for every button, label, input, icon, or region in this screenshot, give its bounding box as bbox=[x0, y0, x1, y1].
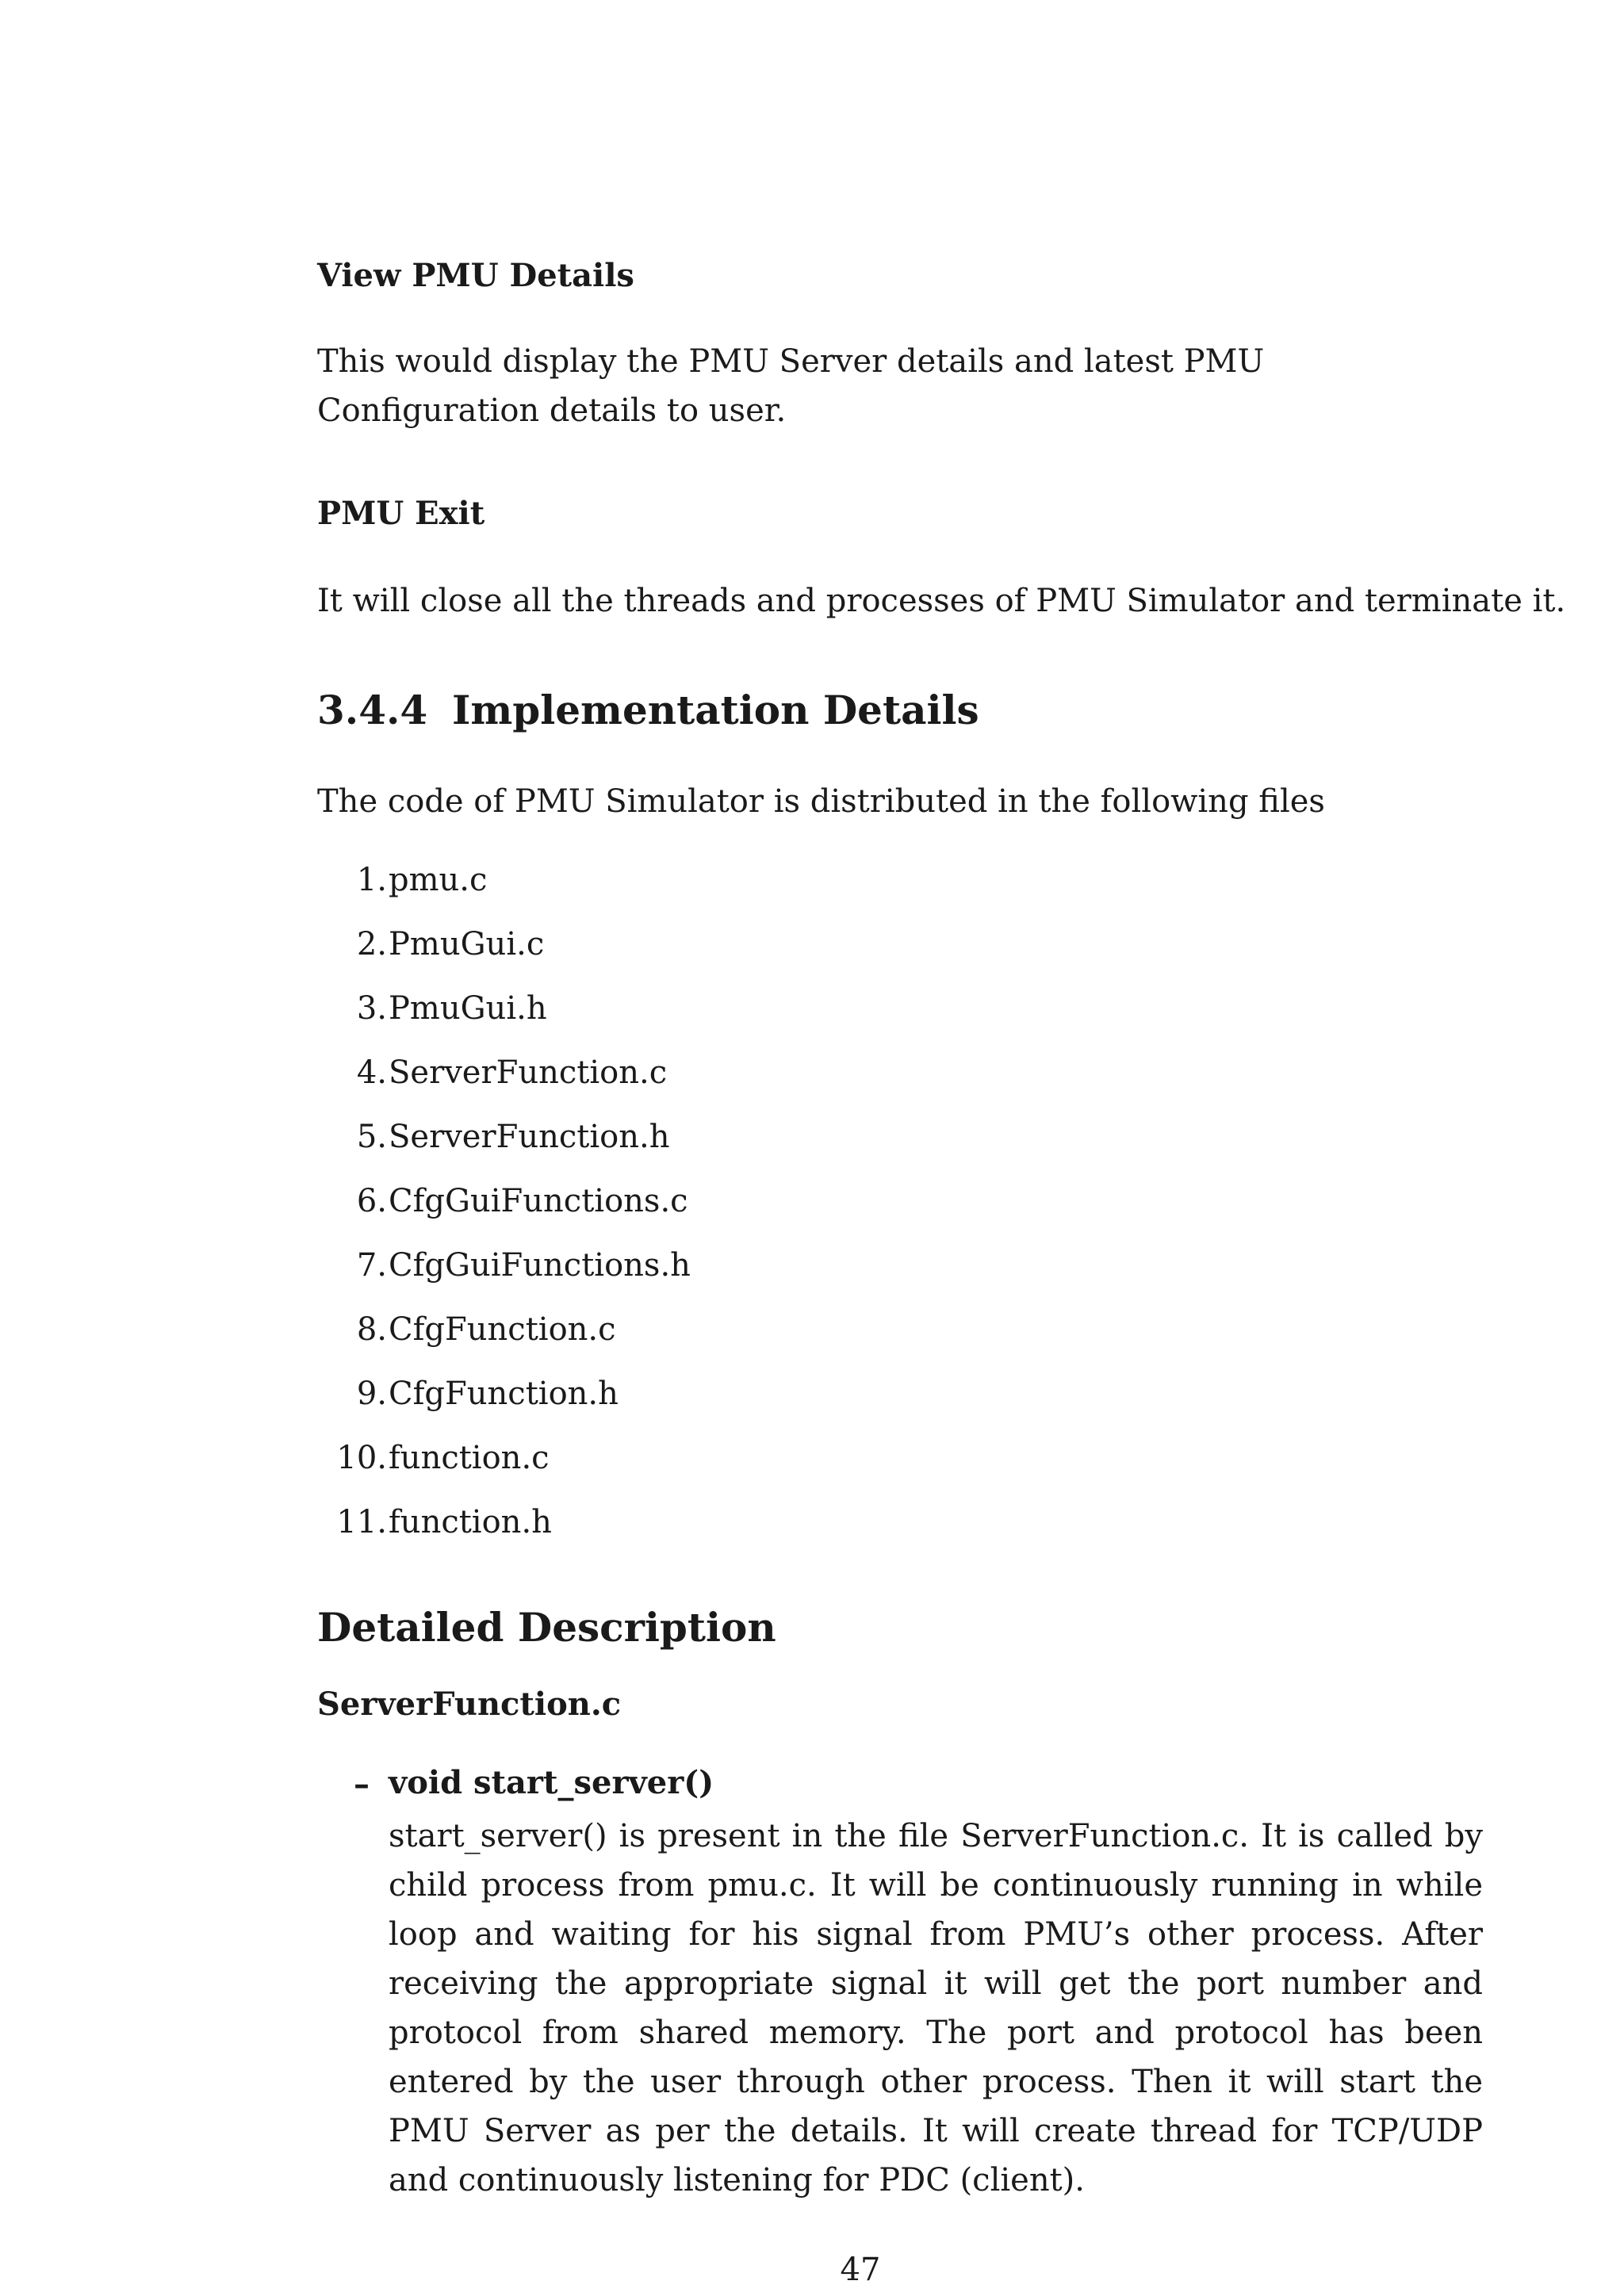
list-item bbox=[317, 1183, 688, 1219]
list-dash: – bbox=[354, 1766, 370, 1803]
subsection-title: Implementation Details bbox=[452, 687, 979, 733]
list-item-number: 7. bbox=[356, 1247, 387, 1284]
file-list bbox=[317, 863, 1031, 1560]
pmu-exit-text: It will close all the threads and processes of PMU Simulator and terminate it. bbox=[317, 583, 1566, 619]
list-item-number: 10. bbox=[336, 1440, 387, 1476]
list-item-label: ServerFunction.h bbox=[389, 1119, 670, 1155]
list-item-number: 11. bbox=[336, 1504, 387, 1540]
list-item bbox=[317, 1119, 670, 1155]
list-item bbox=[317, 990, 547, 1027]
list-item-label: CfgFunction.h bbox=[389, 1376, 619, 1412]
list-item bbox=[317, 1311, 616, 1348]
list-item bbox=[317, 926, 545, 962]
list-item-label: CfgFunction.c bbox=[389, 1311, 616, 1348]
list-item bbox=[317, 1504, 552, 1540]
list-item-label: pmu.c bbox=[389, 862, 488, 898]
list-item-number: 1. bbox=[356, 862, 387, 898]
list-item-label: PmuGui.h bbox=[389, 990, 547, 1027]
list-item-number: 4. bbox=[356, 1054, 387, 1091]
list-item bbox=[317, 1440, 550, 1476]
list-item-label: CfgGuiFunctions.h bbox=[389, 1247, 691, 1284]
list-item-label: PmuGui.c bbox=[389, 926, 545, 962]
list-item-number: 6. bbox=[356, 1183, 387, 1219]
server-function-file-heading: ServerFunction.c bbox=[317, 1686, 622, 1723]
list-item-number: 2. bbox=[356, 926, 387, 962]
list-item-label: CfgGuiFunctions.c bbox=[389, 1183, 688, 1219]
list-item-number: 9. bbox=[356, 1376, 387, 1412]
document-page bbox=[317, 0, 1566, 2296]
pmu-exit-heading: PMU Exit bbox=[317, 495, 485, 532]
list-item-label: function.h bbox=[389, 1504, 552, 1540]
view-pmu-details-heading: View PMU Details bbox=[317, 257, 634, 294]
list-item-label: function.c bbox=[389, 1440, 550, 1476]
list-item-number: 5. bbox=[356, 1119, 387, 1155]
list-item bbox=[317, 1054, 668, 1091]
list-item bbox=[317, 1247, 691, 1284]
detailed-description-heading: Detailed Description bbox=[317, 1604, 776, 1651]
list-item bbox=[317, 1376, 619, 1412]
implementation-intro: The code of PMU Simulator is distributed in the following files bbox=[317, 783, 1325, 820]
subsection-number: 3.4.4 bbox=[317, 687, 428, 733]
function-signature: void start_server() bbox=[389, 1764, 714, 1801]
subsection-heading bbox=[317, 688, 979, 732]
view-pmu-details-text: This would display the PMU Server details and latest PMU Configuration details to user. bbox=[317, 343, 1265, 429]
list-item-number: 8. bbox=[356, 1311, 387, 1348]
list-item-number: 3. bbox=[356, 990, 387, 1027]
list-item bbox=[317, 862, 488, 898]
function-description: start_server() is present in the file ServerFunction.c. It is called by child process from pmu.c. It will be continuously running in while loop and waiting for his signal from PMU’s other process. After receiving the appropriate signal it will get the port number and protocol from shared memory. The port and protocol has been entered by the user through other process. Then it will start the PMU Server as per the details. It will create thread for TCP/UDP and continuously listening for PDC (client). bbox=[389, 1818, 1483, 2198]
page-number: 47 bbox=[840, 2252, 881, 2288]
list-item-label: ServerFunction.c bbox=[389, 1054, 668, 1091]
